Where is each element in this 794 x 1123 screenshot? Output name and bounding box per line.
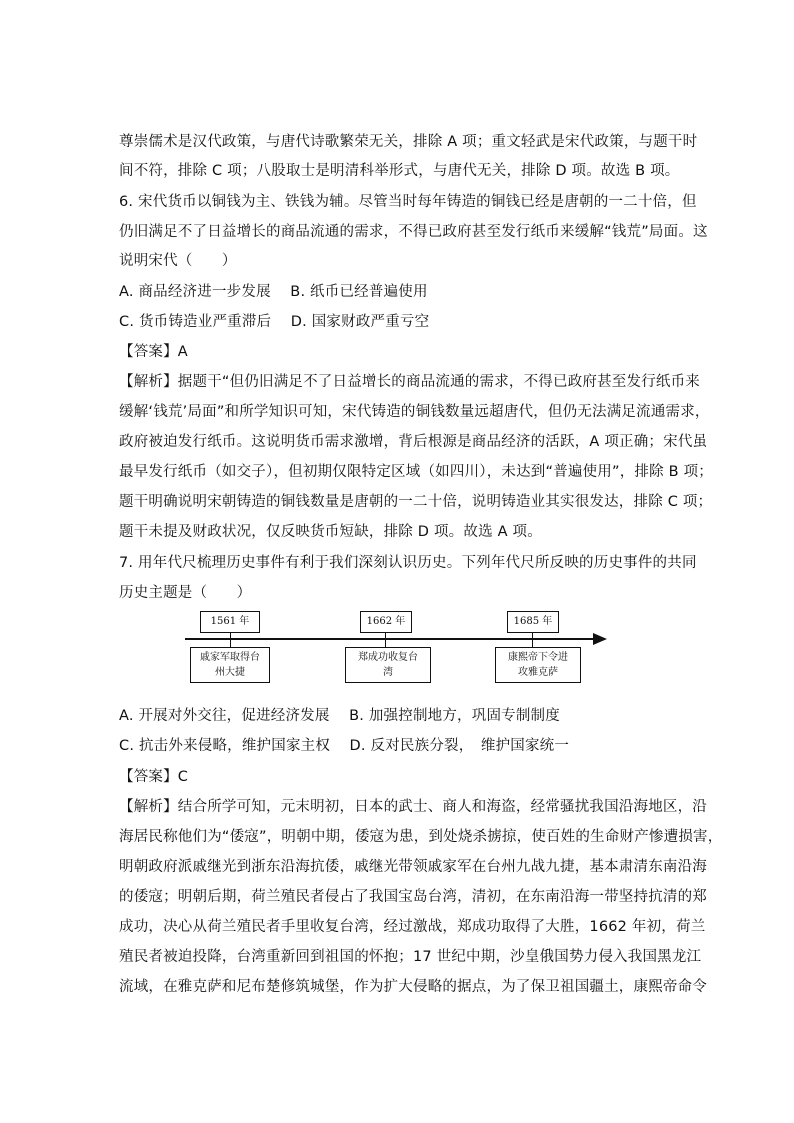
timeline-year-1561: 1561 年 (200, 611, 260, 633)
analysis-line: 流域，在雅克萨和尼布楚修筑城堡，作为扩大侵略的据点，为了保卫祖国疆土，康熙帝命令 (119, 979, 707, 995)
timeline-event-label: 戚家军取得台州大捷 (200, 652, 260, 678)
analysis-line: 海居民称他们为“倭寇”，明朝中期，倭寇为患，到处烧杀掳掠，使百姓的生命财产惨遭损害， (119, 829, 723, 845)
timeline-arrow (593, 633, 607, 645)
text-line: 说明宋代（ ） (119, 253, 237, 269)
options-line: C. 货币铸造业严重滞后 D. 国家财政严重亏空 (119, 314, 430, 330)
analysis-line: 成功，决心从荷兰殖民者手里收复台湾，经过激战，郑成功取得了大胜，1662 年初，荷兰 (119, 919, 706, 935)
analysis-line: 【解析】据题干“但仍旧满足不了日益增长的商品流通的需求，不得已政府甚至发行纸币来 (119, 374, 701, 390)
timeline-stem (230, 631, 231, 647)
timeline-event-label: 康熙帝下令进攻雅克萨 (508, 652, 568, 678)
timeline-stem (532, 631, 533, 647)
analysis-line: 题干未提及财政状况，仅反映货币短缺，排除 D 项。故选 A 项。 (119, 524, 542, 540)
text-line: 间不符，排除 C 项；八股取士是明清科举形式，与唐代无关，排除 D 项。故选 B 项。 (119, 163, 680, 179)
timeline-axis (185, 638, 597, 640)
options-line: C. 抗击外来侵略，维护国家主权 D. 反对民族分裂， 维护国家统一 (119, 738, 570, 754)
timeline-year-1662: 1662 年 (360, 611, 412, 633)
analysis-line: 殖民者被迫投降，台湾重新回到祖国的怀抱；17 世纪中期，沙皇俄国势力侵入我国黑龙江 (119, 949, 702, 965)
timeline-event-taizhou (190, 647, 270, 683)
analysis-line: 的倭寇；明朝后期，荷兰殖民者侵占了我国宝岛台湾，清初，在东南沿海一带坚持抗清的郑 (119, 889, 707, 905)
answer-line: 【答案】A (119, 344, 188, 360)
question-6-stem: 6. 宋代货币以铜钱为主、铁钱为辅。尽管当时每年铸造的铜钱已经是唐朝的一二十倍，但 (119, 194, 697, 210)
analysis-line: 【解析】结合所学可知，元末明初，日本的武士、商人和海盗，经常骚扰我国沿海地区，沿 (119, 799, 707, 815)
text-line: 尊崇儒术是汉代政策，与唐代诗歌繁荣无关，排除 A 项；重文轻武是宋代政策，与题干时 (119, 134, 698, 150)
timeline-figure (185, 605, 610, 685)
timeline-stem (385, 631, 386, 647)
text-line: 仍旧满足不了日益增长的商品流通的需求，不得已政府甚至发行纸币来缓解“钱荒”局面。这 (119, 224, 708, 240)
analysis-line: 题干明确说明宋朝铸造的铜钱数量是唐朝的一二十倍，说明铸造业其实很发达，排除 C 项； (119, 494, 713, 510)
timeline-event-taiwan (345, 647, 431, 683)
options-line: A. 开展对外交往，促进经济发展 B. 加强控制地方，巩固专制制度 (119, 708, 560, 724)
answer-line: 【答案】C (119, 769, 189, 785)
options-line: A. 商品经济进一步发展 B. 纸币已经普遍使用 (119, 284, 428, 300)
analysis-line: 明朝政府派戚继光到浙东沿海抗倭，戚继光带领戚家军在台州九战九捷，基本肃清东南沿海 (119, 859, 707, 875)
timeline-event-label: 郑成功收复台湾 (358, 652, 418, 678)
timeline-event-yakesa (495, 647, 581, 683)
analysis-line: 缓解‘钱荒’局面”和所学知识可知，宋代铸造的铜钱数量远超唐代，但仍无法满足流通需求， (119, 404, 710, 420)
question-7-stem: 7. 用年代尺梳理历史事件有利于我们深刻认识历史。下列年代尺所反映的历史事件的共同 (119, 555, 697, 571)
analysis-line: 政府被迫发行纸币。这说明货币需求激增，背后根源是商品经济的活跃，A 项正确；宋代虽 (119, 434, 708, 450)
timeline-year-1685: 1685 年 (507, 611, 559, 633)
analysis-line: 最早发行纸币（如交子），但初期仅限特定区域（如四川），未达到“普遍使用”，排除 B 项； (119, 464, 713, 480)
text-line: 历史主题是（ ） (119, 585, 252, 601)
